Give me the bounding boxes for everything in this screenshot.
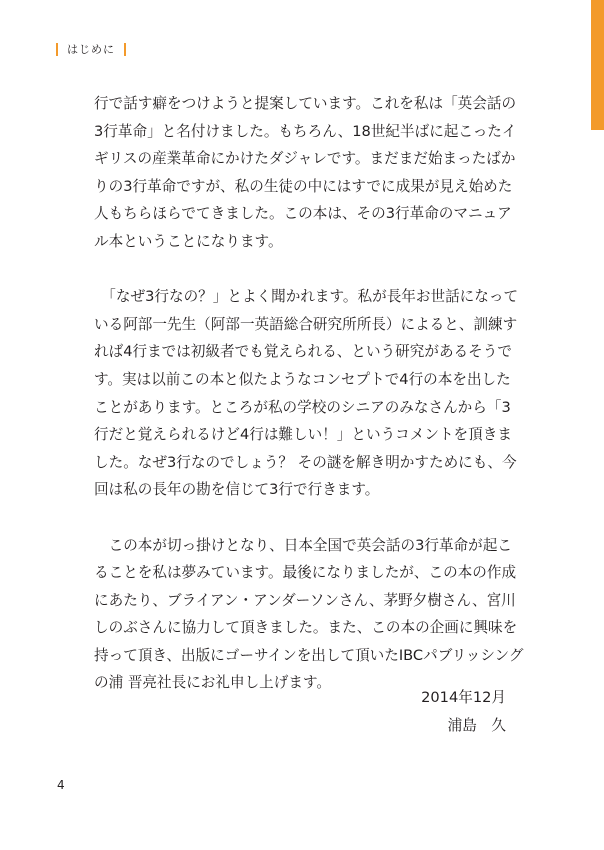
header-left-bar: [56, 43, 58, 56]
paragraph-3: [94, 532, 524, 698]
signature-author: 浦島 久: [447, 716, 506, 734]
paragraph-2: [94, 283, 524, 504]
paragraph-2-text: 「なぜ3行なの？」とよく聞かれます。私が長年お世話になっている阿部一先生（阿部一英語総合研究所所長）によると、訓練すれば4行までは初級者でも覚えられる、という研究があるそうです。実は以前この本と似たようなコンセプトで4行の本を出したことがあります。ところが私の学校のシニアのみなさんから「3行だと覚えられるけど4行は難しい！」というコメントを頂きました。なぜ3行なのでしょう？ その謎を解き明かすためにも、今回は私の長年の勘を信じて3行で行きます。: [94, 288, 519, 499]
header-right-bar: [124, 43, 126, 56]
section-label: はじめに: [67, 43, 115, 56]
body-text: [94, 90, 524, 697]
signature-date: 2014年12月: [421, 689, 506, 706]
running-header: [56, 40, 126, 58]
page-number: 4: [57, 778, 65, 792]
signature-block: [306, 684, 506, 739]
paragraph-1: 行で話す癖をつけようと提案しています。これを私は「英会話の3行革命」と名付けました。もちろん、18世紀半ばに起こったイギリスの産業革命にかけたダジャレです。まだまだ始まったばかりの3行革命ですが、私の生徒の中にはすでに成果が見え始めた人もちらほらでてきました。この本は、その3行革命のマニュアル本ということになります。: [94, 95, 517, 250]
chapter-tab: [591, 0, 604, 130]
paragraph-3-text: この本が切っ掛けとなり、日本全国で英会話の3行革命が起こることを私は夢みています。最後になりましたが、この本の作成にあたり、ブライアン・アンダーソンさん、茅野夕樹さん、宮川しのぶさんに協力して頂きました。また、この本の企画に興味を持って頂き、出版にゴーサインを出して頂いたIBCパブリッシングの浦 晋亮社長にお礼申し上げます。: [94, 536, 524, 692]
